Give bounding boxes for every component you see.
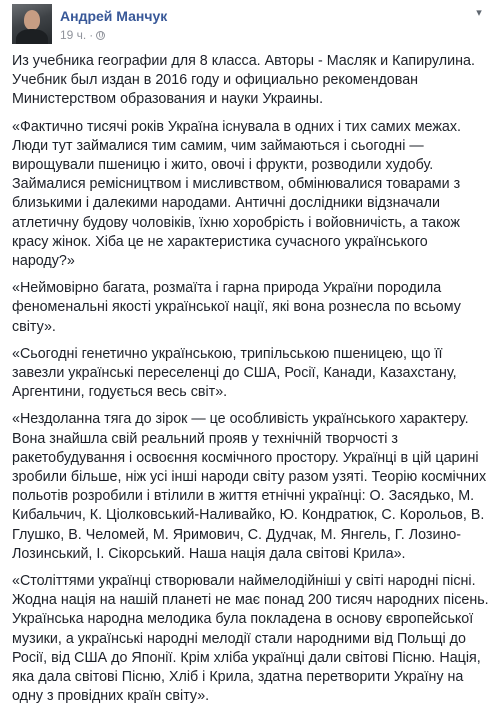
post-meta — [60, 28, 105, 42]
avatar[interactable] — [12, 4, 52, 44]
post-paragraph: «Неймовірно багата, розмаїта і гарна природа України породила феноменальні якості української нації, які вона рознесла по всьому світу». — [12, 280, 461, 335]
avatar-head — [24, 10, 40, 30]
post-paragraph: «Нездоланна тяга до зірок — це особливість українського характеру. Вона знайшла свій реальний прояв у технічній творчості з ракетобудування і освоєння космічного простору. Українці в цій царині зробили більше, ніж усі інші народи світу разом узяті. Теорію космічних польотів розробили і втілили в життя етнічні українці: О. Засядько, М. Кибальчич, К. Ціолковський-Наливайко, Ю. Кондратюк, С. Корольов, В. Глушко, В. Челомей, М. Яримович, С. Дудчак, М. Янгель, Г. Лозино-Лозинський, І. Сікорський. Наша нація дала світові Крила». — [12, 411, 487, 562]
post-header — [12, 0, 492, 48]
meta-separator: · — [89, 28, 94, 42]
post-paragraph: Из учебника географии для 8 класса. Авторы - Масляк и Капирулина. Учебник был издан в 2016 году и официально рекомендован Министерством образования и науки Украины. — [12, 53, 475, 108]
post-paragraph: «Сьогодні генетично українською, трипільською пшеницею, що її завезли українські переселенці до США, Росії, Канади, Казахстану, Аргентини, годується весь світ». — [12, 345, 457, 401]
avatar-shoulders — [16, 29, 48, 44]
post-paragraph: «Фактично тисячі років Україна існувала в одних і тих самих межах. Люди тут займалися тим самим, чим займаються і сьогодні — вирощували пшеницю і жито, овочі і фрукти, розводили худобу. Займалися ремісництвом і мисливством, обмінювалися товарами з близькими і далекими народами. Античні дослідники відзначали атлетичну будову чоловіків, їхню хоробрість і войовничість, а також красу жінок. Хіба це не характеристика сучасного українського народу?» — [12, 118, 461, 270]
post-body — [12, 52, 490, 715]
post-timestamp[interactable]: 19 ч. — [60, 28, 87, 42]
post-paragraph: «Століттями українці створювали наймелодійніші у світі народні пісні. Жодна нація на нашій планеті не має понад 200 тисяч народних пісень. Українська народна мелодика була покладена в основу європейської музики, а українські народні мелодії стали народними від Польщі до Росії, від США до Японії. Крім хліба українці дали світові Пісню. Нація, яка дала світові Пісню, Хліб і Крила, здатна перетворити Україну на одну з провідних країн світу». — [12, 573, 489, 705]
globe-icon[interactable] — [96, 31, 105, 40]
chevron-down-icon[interactable]: ▾ — [476, 7, 482, 19]
author-name[interactable]: Андрей Манчук — [60, 8, 168, 24]
